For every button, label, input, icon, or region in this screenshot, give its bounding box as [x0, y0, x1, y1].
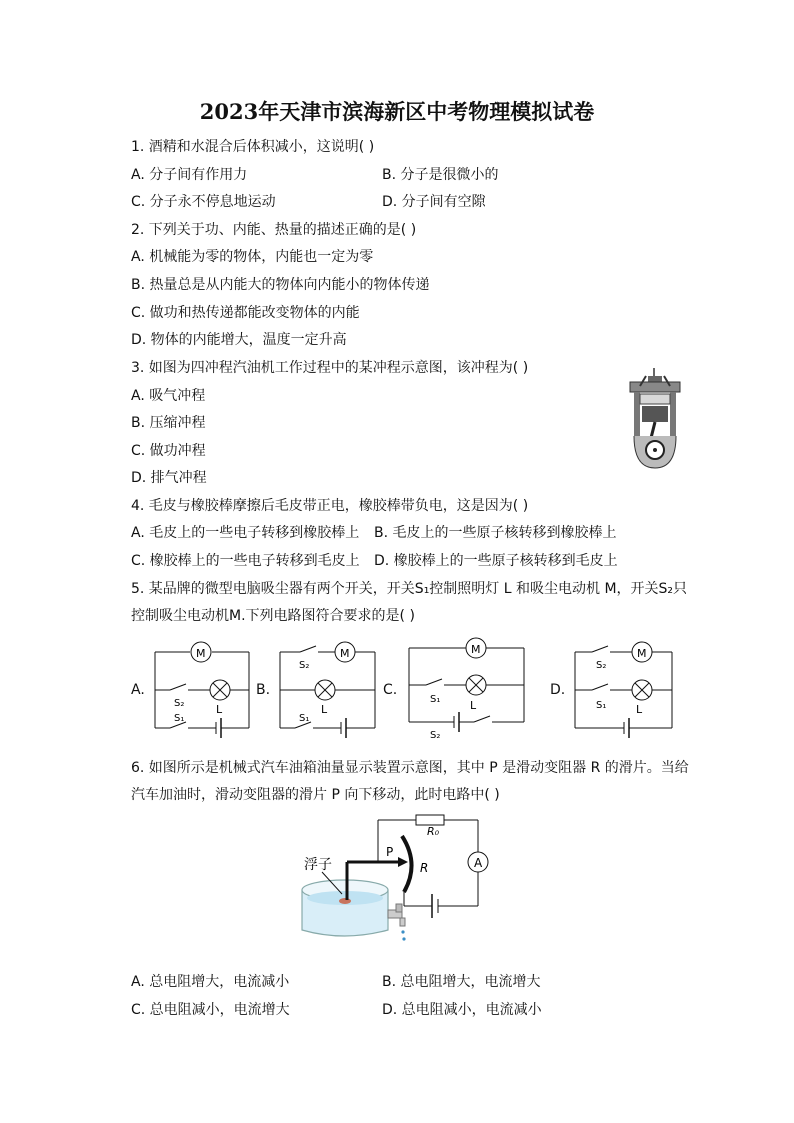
- circuit-b-lamp-text: L: [321, 703, 328, 716]
- circuit-a-motor-text: M: [196, 647, 206, 660]
- q6-stem-line2: 汽车加油时，滑动变阻器的滑片 P 向下移动，此时电路中( ): [131, 787, 500, 803]
- circuit-d-s2-text: S₂: [596, 660, 607, 671]
- q6-option-c: C. 总电阻减小，电流增大: [131, 1002, 290, 1018]
- circuit-b-label: B.: [256, 682, 271, 698]
- q4-option-a: A. 毛皮上的一些电子转移到橡胶棒上: [131, 525, 360, 541]
- circuit-a-s1-text: S₁: [174, 713, 185, 724]
- tap-icon: [388, 904, 406, 941]
- circuit-c-label: C.: [383, 682, 398, 698]
- q6-option-d: D. 总电阻减小，电流减小: [382, 1002, 542, 1018]
- q3-option-a: A. 吸气冲程: [131, 388, 206, 404]
- circuit-a-s2-text: S₂: [174, 698, 185, 709]
- q2-option-d: D. 物体的内能增大，温度一定升高: [131, 332, 347, 348]
- q1-stem: 1. 酒精和水混合后体积减小，这说明( ): [131, 139, 375, 155]
- q2-option-a: A. 机械能为零的物体，内能也一定为零: [131, 249, 374, 265]
- q5-stem-line1: 5. 某品牌的微型电脑吸尘器有两个开关，开关S₁控制照明灯 L 和吸尘电动机 M，开关S₂只: [131, 581, 688, 597]
- circuit-b-s1-text: S₁: [299, 713, 310, 724]
- q2-option-b: B. 热量总是从内能大的物体向内能小的物体传递: [131, 277, 430, 293]
- q3-option-b: B. 压缩冲程: [131, 415, 206, 431]
- q3-option-d: D. 排气冲程: [131, 470, 207, 486]
- circuit-d-motor-text: M: [637, 647, 647, 660]
- q2-option-c: C. 做功和热传递都能改变物体的内能: [131, 305, 360, 321]
- r0-label: R₀: [427, 825, 440, 838]
- q6-option-a: A. 总电阻增大，电流减小: [131, 974, 290, 990]
- circuit-b-s2-text: S₂: [299, 660, 310, 671]
- q1-option-d: D. 分子间有空隙: [382, 194, 486, 210]
- circuit-c-lamp-text: L: [470, 699, 477, 712]
- circuit-a-diagram: [150, 640, 250, 740]
- q2-stem: 2. 下列关于功、内能、热量的描述正确的是( ): [131, 222, 417, 238]
- circuit-a-lamp-text: L: [216, 703, 223, 716]
- r-label: R: [420, 861, 429, 875]
- circuit-d-label: D.: [550, 682, 566, 698]
- q5-stem-line2: 控制吸尘电动机M.下列电路图符合要求的是( ): [131, 608, 415, 624]
- circuit-c-s1-text: S₁: [430, 694, 441, 705]
- circuit-d-s1-text: S₁: [596, 700, 607, 711]
- q1-option-b: B. 分子是很微小的: [382, 167, 499, 183]
- circuit-b-diagram: [275, 640, 377, 740]
- q3-option-c: C. 做功冲程: [131, 443, 206, 459]
- fuel-gauge-figure: [296, 814, 506, 948]
- circuit-c-diagram: [404, 634, 528, 742]
- q4-option-c: C. 橡胶棒上的一些电子转移到毛皮上: [131, 553, 360, 569]
- circuit-c-s2-text: S₂: [430, 730, 441, 741]
- q4-stem: 4. 毛皮与橡胶棒摩擦后毛皮带正电，橡胶棒带负电，这是因为( ): [131, 498, 529, 514]
- q6-stem-line1: 6. 如图所示是机械式汽车油箱油量显示装置示意图，其中 P 是滑动变阻器 R 的滑片。当给: [131, 760, 689, 776]
- fuel-tank: [302, 880, 388, 936]
- q4-option-d: D. 橡胶棒上的一些原子核转移到毛皮上: [374, 553, 618, 569]
- circuit-a-label: A.: [131, 682, 145, 698]
- q6-option-b: B. 总电阻增大，电流增大: [382, 974, 541, 990]
- circuit-b-motor-text: M: [340, 647, 350, 660]
- engine-stroke-figure: [626, 366, 684, 472]
- q1-option-c: C. 分子永不停息地运动: [131, 194, 276, 210]
- exam-title: 2023年天津市滨海新区中考物理模拟试卷: [199, 99, 595, 124]
- circuit-c-motor-text: M: [471, 643, 481, 656]
- circuit-d-diagram: [570, 640, 676, 740]
- q4-option-b: B. 毛皮上的一些原子核转移到橡胶棒上: [374, 525, 617, 541]
- p-label: P: [386, 845, 394, 859]
- float-label: 浮子: [304, 857, 332, 873]
- q1-option-a: A. 分子间有作用力: [131, 167, 248, 183]
- ammeter-label: A: [474, 856, 483, 870]
- circuit-d-lamp-text: L: [636, 703, 643, 716]
- q3-stem: 3. 如图为四冲程汽油机工作过程中的某冲程示意图，该冲程为( ): [131, 360, 529, 376]
